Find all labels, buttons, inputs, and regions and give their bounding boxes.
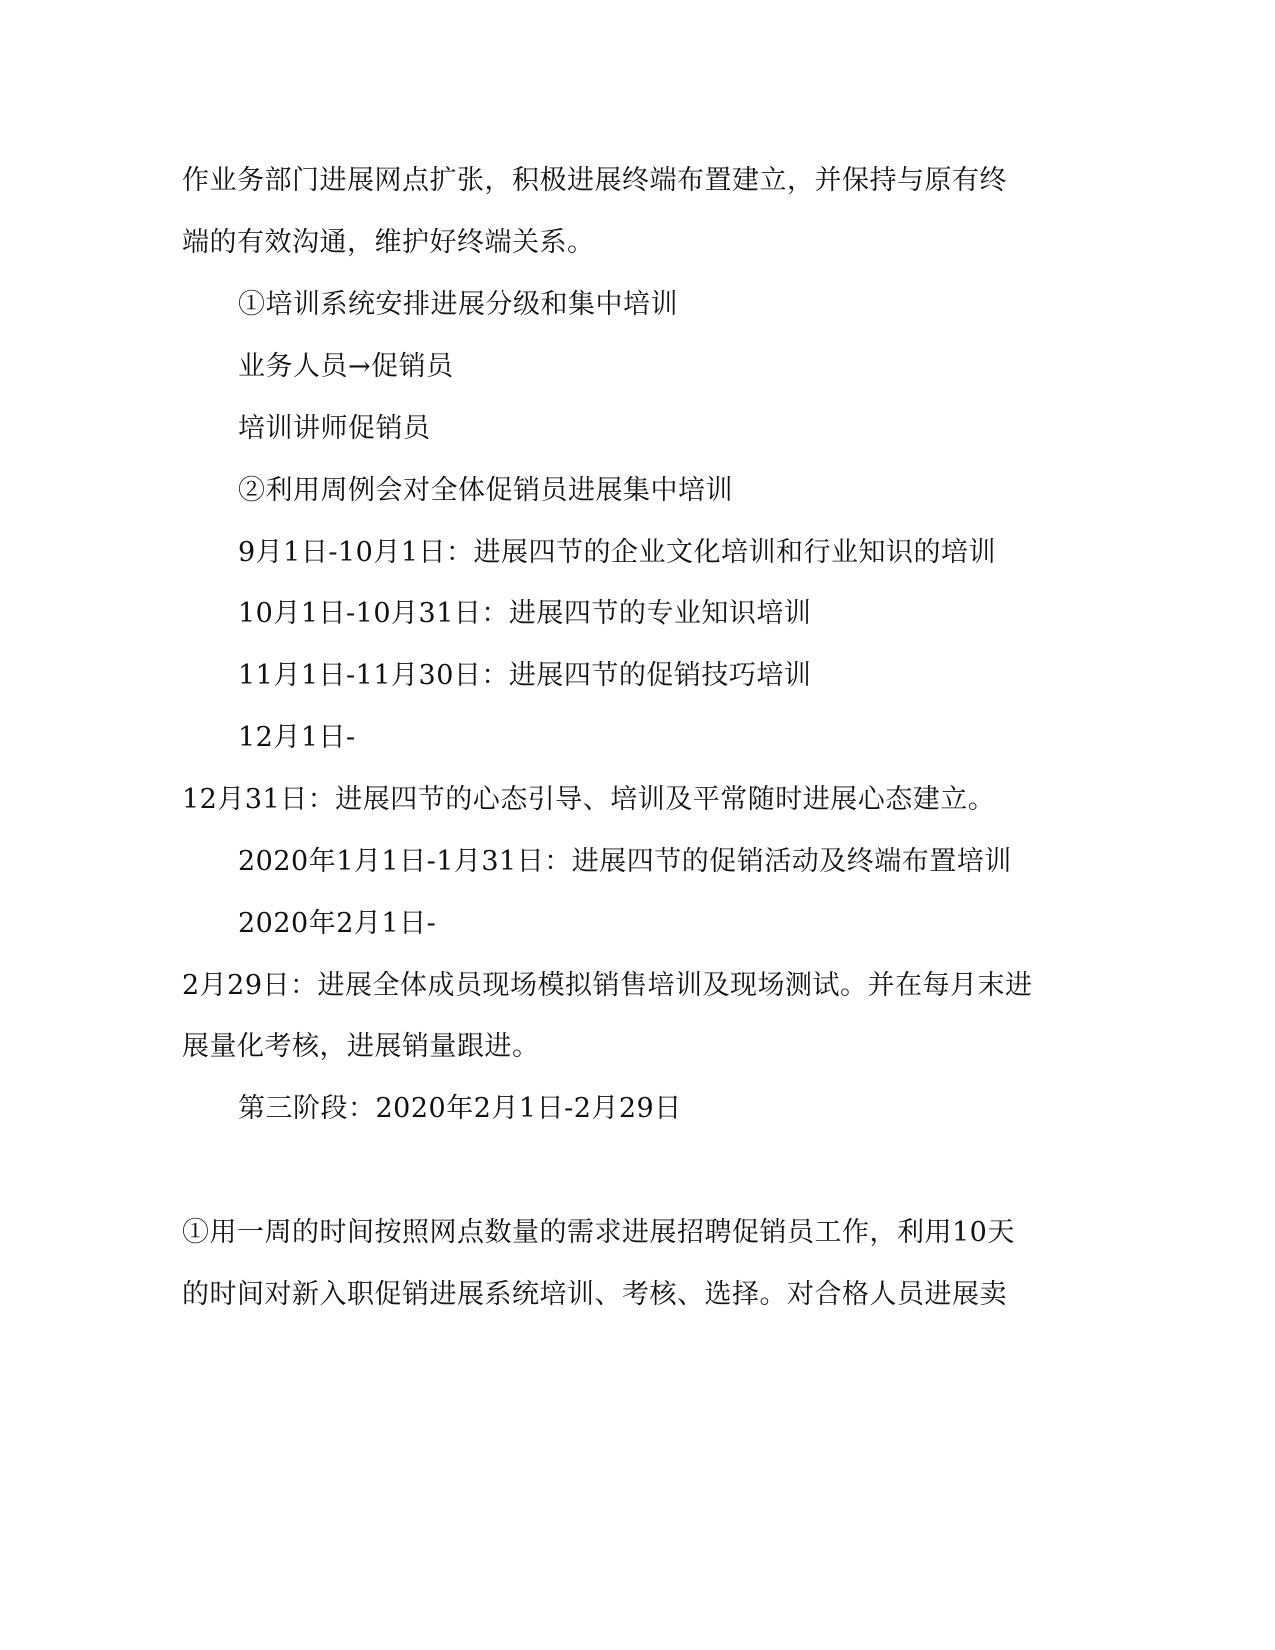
schedule-line: 2月29日：进展全体成员现场模拟销售培训及现场测试。并在每月末进: [182, 970, 1033, 1001]
schedule-line: 11月1日-11月30日：进展四节的促销技巧培训: [238, 660, 812, 691]
paragraph-line: 展量化考核，进展销量跟进。: [182, 1031, 540, 1062]
list-item: ①用一周的时间按照网点数量的需求进展招聘促销员工作，利用10天: [182, 1217, 1015, 1248]
schedule-line: 10月1日-10月31日：进展四节的专业知识培训: [238, 598, 812, 629]
section-heading: 第三阶段：2020年2月1日-2月29日: [238, 1093, 682, 1124]
paragraph-line: 作业务部门进展网点扩张，积极进展终端布置建立，并保持与原有终: [182, 165, 1007, 196]
schedule-line: 9月1日-10月1日：进展四节的企业文化培训和行业知识的培训: [238, 537, 997, 568]
schedule-line: 2020年2月1日-: [238, 908, 437, 939]
paragraph-line: 培训讲师促销员: [238, 413, 431, 444]
list-item: ①培训系统安排进展分级和集中培训: [238, 289, 678, 320]
paragraph-line: 端的有效沟通，维护好终端关系。: [182, 227, 595, 258]
paragraph-line: 业务人员→促销员: [238, 351, 454, 382]
schedule-line: 2020年1月1日-1月31日：进展四节的促销活动及终端布置培训: [238, 846, 1012, 877]
schedule-line: 12月1日-: [238, 722, 356, 753]
schedule-line: 12月31日：进展四节的心态引导、培训及平常随时进展心态建立。: [182, 784, 996, 815]
list-item: ②利用周例会对全体促销员进展集中培训: [238, 475, 733, 506]
paragraph-line: 的时间对新入职促销进展系统培训、考核、选择。对合格人员进展卖: [182, 1279, 1007, 1310]
